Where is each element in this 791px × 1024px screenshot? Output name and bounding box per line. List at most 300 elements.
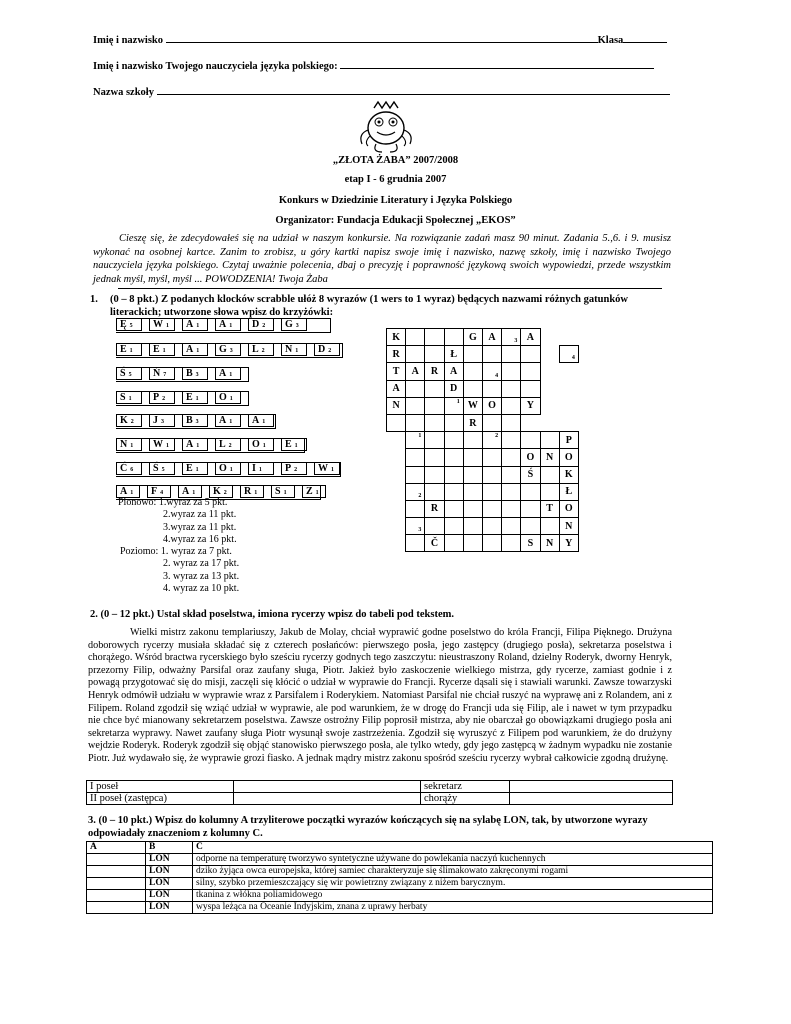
crossword-cell[interactable]: A [406,363,425,380]
tile-letter: A [120,486,128,497]
tile-letter: Ń [153,368,161,379]
crossword-cell[interactable] [502,449,521,466]
scrabble-tile [149,367,175,380]
crossword-cell[interactable] [521,346,540,363]
tile-letter: Ś [153,463,159,474]
scrabble-tile [271,485,295,498]
crossword-cell[interactable]: N [540,535,559,552]
crossword-cell [521,414,540,431]
crossword-cell[interactable] [444,397,463,414]
crossword-cell[interactable] [482,449,501,466]
tile-score: 1 [331,467,334,473]
tile-score: 2 [262,323,266,329]
scrabble-tile [149,462,175,475]
tile-letter: B [186,415,193,426]
crossword-cell [387,449,406,466]
crossword-number: 4 [571,355,575,362]
crossword-cell[interactable]: W [463,397,482,414]
crossword-cell[interactable] [425,518,444,535]
answer-cell[interactable] [87,866,146,878]
crossword-cell [387,483,406,500]
tile-letter: A [219,319,227,330]
tile-letter: Z [306,486,313,497]
crossword-cell [387,466,406,483]
table-row [87,866,713,878]
answer-cell[interactable] [87,854,146,866]
tile-letter: D [252,319,260,330]
crossword-cell[interactable] [406,449,425,466]
tile-score: 3 [195,419,199,425]
answer-cell[interactable] [234,781,421,793]
crossword-number: 1 [418,433,422,440]
header-c: C [193,842,713,854]
crossword-cell[interactable]: O [559,449,578,466]
crossword-cell[interactable] [425,449,444,466]
crossword-cell[interactable]: R [463,414,482,431]
tile-letter: Ę [120,319,127,330]
scrabble-tile [116,438,142,451]
scrabble-tile [149,318,175,331]
crossword-cell[interactable] [502,518,521,535]
table-cell: I poseł [87,781,234,793]
crossword-cell[interactable] [540,466,559,483]
task3-table[interactable] [86,841,713,914]
scrabble-tile [149,438,175,451]
tile-score: 1 [128,396,132,402]
crossword-cell[interactable]: R [425,500,444,517]
crossword-cell[interactable] [463,432,482,449]
tile-letter: P [285,463,292,474]
crossword-cell[interactable] [406,397,425,414]
scoring-vertical-label: Pionowo: [118,497,157,508]
crossword-number: 2 [495,433,499,440]
crossword-cell[interactable] [502,397,521,414]
tile-letter: W [153,439,163,450]
tile-row [116,438,305,453]
tile-score: 1 [166,443,169,449]
crossword-number: 3 [514,338,518,345]
scrabble-tile [215,343,241,356]
crossword-cell[interactable]: N [559,518,578,535]
teacher-label: Imię i nazwisko Twojego nauczyciela języka polskiego: [93,61,338,72]
crossword-cell[interactable]: T [387,363,406,380]
table-cell: LON [146,890,193,902]
scrabble-tile [281,343,307,356]
tile-score: 1 [254,490,258,496]
table-row [87,793,673,805]
crossword-cell[interactable] [444,518,463,535]
tile-letter: J [153,415,158,426]
crossword-row [387,346,579,363]
crossword-cell[interactable] [521,500,540,517]
crossword-cell[interactable] [406,500,425,517]
tile-score: 3 [161,419,164,425]
crossword-cell [387,535,406,552]
crossword-cell[interactable] [444,329,463,346]
answer-cell[interactable] [87,890,146,902]
crossword-cell[interactable] [502,535,521,552]
crossword-cell[interactable]: Ł [444,346,463,363]
crossword-cell[interactable] [502,380,521,397]
tile-letter: K [213,486,221,497]
crossword-cell[interactable]: O [559,500,578,517]
crossword-cell[interactable] [540,432,559,449]
scrabble-tile [215,367,241,380]
table-cell: II poseł (zastępca) [87,793,234,805]
scrabble-tile [182,391,208,404]
crossword-row [387,432,579,449]
tile-score: 2 [294,467,298,473]
tile-letter: W [153,319,163,330]
crossword-number: 2 [418,492,422,499]
crossword-cell [540,346,559,363]
scrabble-tile [116,343,142,356]
stage-title: etap I - 6 grudnia 2007 [344,174,447,185]
tile-letter: I [252,463,256,474]
teacher-field[interactable] [93,60,654,72]
tile-letter: G [219,344,227,355]
tile-letter: A [182,486,190,497]
crossword-cell[interactable] [502,329,521,346]
crossword-cell[interactable] [444,535,463,552]
crossword-cell[interactable] [406,380,425,397]
tile-letter: A [186,439,194,450]
crossword-cell[interactable] [425,346,444,363]
tile-score: 1 [229,323,233,329]
class-label: Klasa [597,35,624,46]
crossword-row [387,363,579,380]
crossword-cell[interactable] [463,483,482,500]
crossword-cell[interactable] [540,483,559,500]
crossword-cell[interactable] [444,466,463,483]
tile-letter: B [186,368,193,379]
table-cell: LON [146,902,193,914]
tile-score: 1 [283,490,287,496]
scrabble-tile [215,414,241,427]
crossword-cell[interactable] [425,466,444,483]
tile-score: 1 [162,348,166,354]
crossword-cell[interactable] [521,363,540,380]
tile-letter: L [219,439,226,450]
crossword-cell[interactable]: A [387,380,406,397]
scrabble-tile [281,318,307,331]
crossword-cell [540,329,559,346]
crossword-number: 1 [456,398,460,405]
crossword-cell[interactable] [463,518,482,535]
crossword-cell[interactable] [444,500,463,517]
tile-letter: O [252,439,260,450]
tile-score: 1 [196,443,200,449]
table-cell: sekretarz [421,781,510,793]
tile-letter: S [120,392,126,403]
tile-score: 1 [129,348,133,354]
tile-letter: L [252,344,259,355]
crossword-number: 4 [495,372,499,379]
table-cell: chorąży [421,793,510,805]
task2-table[interactable] [86,780,673,805]
tile-letter: E [120,344,127,355]
crossword-cell[interactable] [463,535,482,552]
tile-letter: N [120,439,128,450]
crossword-cell[interactable] [463,346,482,363]
tile-letter: F [151,486,158,497]
tile-letter: O [219,392,227,403]
field-title: Konkurs w Dziedzinie Literatury i Języka Polskiego [278,195,513,206]
scoring-item: 2.wyraz za 11 pkt. [163,509,237,521]
tile-letter: E [285,439,292,450]
crossword-cell[interactable]: S [521,535,540,552]
scoring-vertical [118,497,237,547]
answer-cell[interactable] [510,781,673,793]
crossword-row [387,500,579,517]
tile-score: 1 [130,443,134,449]
tile-score: 7 [163,372,167,378]
scrabble-tile [248,414,274,427]
name-field[interactable] [93,34,667,46]
tile-score: 1 [192,490,196,496]
tile-letter: A [219,368,227,379]
crossword-cell[interactable] [444,414,463,431]
table-cell: dziko żyjąca owca europejska, której samiec charakteryzuje się ślimakowato zakręconymi rogami [193,866,713,878]
table-header-row [87,842,713,854]
scrabble-tile [149,343,175,356]
crossword-row [387,518,579,535]
tile-score: 1 [294,443,298,449]
crossword-cell[interactable] [482,346,501,363]
crossword-cell[interactable] [482,432,501,449]
crossword-cell[interactable]: T [540,500,559,517]
scrabble-tile [149,391,175,404]
tile-letter: E [153,344,160,355]
crossword-cell[interactable] [521,483,540,500]
tile-score: 1 [262,443,266,449]
crossword-cell[interactable] [482,380,501,397]
answer-cell[interactable] [234,793,421,805]
crossword-cell [559,414,578,431]
table-row [87,854,713,866]
scoring-item: 3. wyraz za 13 pkt. [163,570,240,582]
task2-text: 2. (0 – 12 pkt.) Ustal skład poselstwa, imiona rycerzy wpisz do tabeli pod tekstem. [90,609,454,620]
crossword-row [387,449,579,466]
answer-cell[interactable] [87,878,146,890]
crossword-cell[interactable]: A [482,329,501,346]
crossword-cell[interactable] [406,518,425,535]
crossword-cell[interactable] [406,432,425,449]
table-row [87,878,713,890]
answer-cell[interactable] [87,902,146,914]
crossword-cell[interactable] [559,346,578,363]
tile-letter: W [318,463,328,474]
crossword-cell[interactable]: N [540,449,559,466]
scoring-item: 2. wyraz za 17 pkt. [163,558,240,570]
tile-score: 1 [196,348,200,354]
crossword-cell[interactable] [406,414,425,431]
crossword-cell[interactable] [463,449,482,466]
crossword-cell[interactable] [463,500,482,517]
scrabble-tile [281,438,307,451]
crossword-cell[interactable] [444,432,463,449]
crossword-cell [540,363,559,380]
crossword-cell[interactable] [425,432,444,449]
crossword-cell[interactable] [540,518,559,535]
crossword-cell[interactable] [482,414,501,431]
crossword-cell[interactable] [425,483,444,500]
crossword-cell[interactable] [521,380,540,397]
school-field[interactable] [93,86,670,98]
scrabble-tile [182,318,208,331]
scoring-horizontal-label: Poziomo: [120,546,159,557]
task1-number: 1. [90,294,98,305]
crossword-cell [387,432,406,449]
tile-score: 1 [166,323,169,329]
crossword-cell[interactable] [425,414,444,431]
crossword-cell[interactable] [502,500,521,517]
crossword-cell[interactable] [482,535,501,552]
table-cell: LON [146,878,193,890]
crossword-cell[interactable]: O [482,397,501,414]
crossword-cell[interactable] [406,329,425,346]
tile-score: 1 [229,396,233,402]
crossword-cell[interactable] [463,380,482,397]
crossword-cell[interactable]: R [387,346,406,363]
crossword-cell[interactable] [444,483,463,500]
crossword-cell[interactable] [482,483,501,500]
scrabble-tile [116,318,142,331]
tile-score: 1 [195,467,199,473]
crossword-cell[interactable] [502,346,521,363]
crossword-cell[interactable]: Č [425,535,444,552]
tile-letter: E [186,392,193,403]
crossword-cell [559,363,578,380]
crossword-cell[interactable]: Ł [559,483,578,500]
crossword-cell[interactable]: K [387,329,406,346]
crossword-cell[interactable] [406,535,425,552]
tile-letter: A [186,344,194,355]
crossword-cell [387,518,406,535]
table-row [87,902,713,914]
crossword-cell[interactable]: Ś [521,466,540,483]
table-cell: odporne na temperaturę tworzywo syntetyczne używane do powlekania naczyń kuchennych [193,854,713,866]
tile-score: 4 [160,490,164,496]
tile-score: 2 [261,348,265,354]
crossword-cell[interactable] [406,483,425,500]
scrabble-tile [116,391,142,404]
scrabble-tile [182,343,208,356]
crossword-cell[interactable] [521,518,540,535]
crossword-cell[interactable] [482,363,501,380]
crossword-cell[interactable]: G [463,329,482,346]
crossword-cell[interactable]: D [444,380,463,397]
tile-score: 2 [162,396,166,402]
scrabble-tile [182,462,208,475]
crossword-cell[interactable] [425,397,444,414]
tile-score: 1 [229,372,233,378]
crossword-cell[interactable] [502,363,521,380]
tile-score: 1 [196,323,200,329]
crossword-cell[interactable]: P [559,432,578,449]
crossword-cell[interactable] [444,449,463,466]
scrabble-tile [302,485,326,498]
crossword-cell[interactable] [502,466,521,483]
table-cell: silny, szybko przemieszczający się wir powietrzny związany z niżem barycznym. [193,878,713,890]
frog-logo-icon [352,100,420,156]
crossword-cell[interactable]: A [521,329,540,346]
tile-score: 3 [295,323,299,329]
scrabble-tile [182,414,208,427]
answer-cell[interactable] [510,793,673,805]
crossword-cell[interactable]: R [425,363,444,380]
crossword-cell[interactable]: Y [521,397,540,414]
tile-score: 1 [229,419,233,425]
tile-letter: R [244,486,252,497]
tile-letter: A [219,415,227,426]
crossword-cell [540,380,559,397]
scrabble-tile [116,367,142,380]
crossword-cell[interactable] [482,500,501,517]
competition-title: „ZŁOTA ŻABA” 2007/2008 [332,155,459,166]
crossword-cell[interactable]: O [521,449,540,466]
header-a: A [87,842,146,854]
crossword-cell[interactable] [502,483,521,500]
scrabble-tile [149,414,175,427]
crossword-cell [387,500,406,517]
tile-letter: P [153,392,160,403]
intro-text: Cieszę się, że zdecydowałeś się na udział w naszym konkursie. Na rozwiązanie zadań masz 90 minut. Zadania 5.,6. i 9. musisz wykonać na osobnej kartce. Zanim to zrobisz, u góry kartki napisz swoje imię i nazwisko, nazwę szkoły, imię i nazwisko Twojego nauczyciela języka polskiego. Czytaj uważnie polecenia, dbaj o precyzję i poprawność językową swoich wypowiedzi, przede wszystkim jednak myśl, myśl, myśl ... POWODZENIA! Twoja Żaba [93,233,671,285]
header-b: B [146,842,193,854]
crossword-cell[interactable] [387,414,406,431]
crossword-cell[interactable]: K [559,466,578,483]
crossword-cell [540,414,559,431]
crossword-cell[interactable] [521,432,540,449]
crossword-cell[interactable]: N [387,397,406,414]
crossword-cell[interactable] [482,518,501,535]
crossword-cell[interactable] [463,363,482,380]
crossword-row [387,535,579,552]
table-cell: LON [146,866,193,878]
crossword-cell[interactable] [406,466,425,483]
crossword-row [387,380,579,397]
crossword-cell [540,397,559,414]
tile-score: 3 [229,348,233,354]
crossword-number: 3 [418,527,422,534]
tile-letter: D [318,344,326,355]
crossword-cell[interactable] [406,346,425,363]
crossword-cell[interactable] [482,466,501,483]
tile-score: 5 [161,467,165,473]
crossword-row [387,483,579,500]
scoring-item: 4. wyraz za 10 pkt. [163,583,240,595]
crossword-cell[interactable]: Y [559,535,578,552]
crossword-cell[interactable] [425,380,444,397]
crossword-grid[interactable] [386,328,579,552]
crossword-cell[interactable] [502,414,521,431]
scrabble-tile [248,318,274,331]
tile-letter: O [219,463,227,474]
crossword-cell[interactable]: A [444,363,463,380]
scrabble-tile [182,438,208,451]
scrabble-tile [215,462,241,475]
crossword-cell[interactable] [463,466,482,483]
tile-letter: A [186,319,194,330]
scrabble-tile [314,343,340,356]
scoring-horizontal [120,546,239,596]
scrabble-tile [116,462,142,475]
school-label: Nazwa szkoły [93,87,154,98]
crossword-cell[interactable] [502,432,521,449]
scrabble-tile [182,367,208,380]
crossword-row [387,466,579,483]
crossword-cell[interactable] [425,329,444,346]
